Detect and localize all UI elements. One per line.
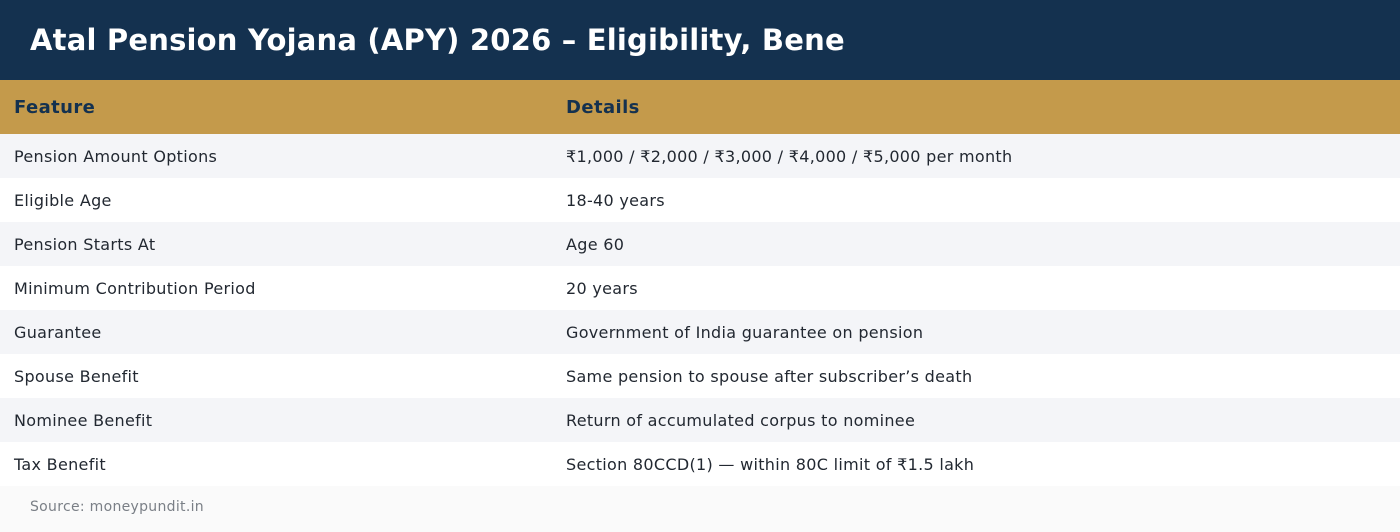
feature-cell: Spouse Benefit — [14, 366, 139, 386]
table-row — [0, 310, 1400, 354]
details-cell: Return of accumulated corpus to nominee — [566, 410, 916, 430]
features-table — [0, 80, 1400, 486]
table-header-row — [0, 80, 1400, 134]
table-row — [0, 134, 1400, 178]
table-row — [0, 354, 1400, 398]
details-cell: Same pension to spouse after subscriber’s death — [566, 366, 973, 386]
details-cell: 20 years — [566, 278, 638, 298]
page-title: Atal Pension Yojana (APY) 2026 – Eligibility, Bene — [30, 23, 845, 57]
details-cell: Age 60 — [566, 234, 625, 254]
feature-cell: Eligible Age — [14, 190, 112, 210]
feature-cell: Guarantee — [14, 322, 102, 342]
details-cell: ₹1,000 / ₹2,000 / ₹3,000 / ₹4,000 / ₹5,000 per month — [566, 146, 1013, 166]
table-body — [0, 134, 1400, 486]
source-note: Source: moneypundit.in — [0, 486, 1400, 528]
column-header-details: Details — [566, 96, 640, 118]
feature-cell: Minimum Contribution Period — [14, 278, 256, 298]
feature-cell: Tax Benefit — [14, 454, 106, 474]
table-row — [0, 398, 1400, 442]
table-row — [0, 222, 1400, 266]
details-cell: 18-40 years — [566, 190, 665, 210]
title-bar — [0, 0, 1400, 80]
table-row — [0, 442, 1400, 486]
table-row — [0, 266, 1400, 310]
feature-cell: Nominee Benefit — [14, 410, 153, 430]
details-cell: Government of India guarantee on pension — [566, 322, 924, 342]
column-header-feature: Feature — [14, 96, 96, 118]
details-cell: Section 80CCD(1) — within 80C limit of ₹1.5 lakh — [566, 454, 975, 474]
feature-cell: Pension Starts At — [14, 234, 156, 254]
feature-cell: Pension Amount Options — [14, 146, 218, 166]
table-row — [0, 178, 1400, 222]
